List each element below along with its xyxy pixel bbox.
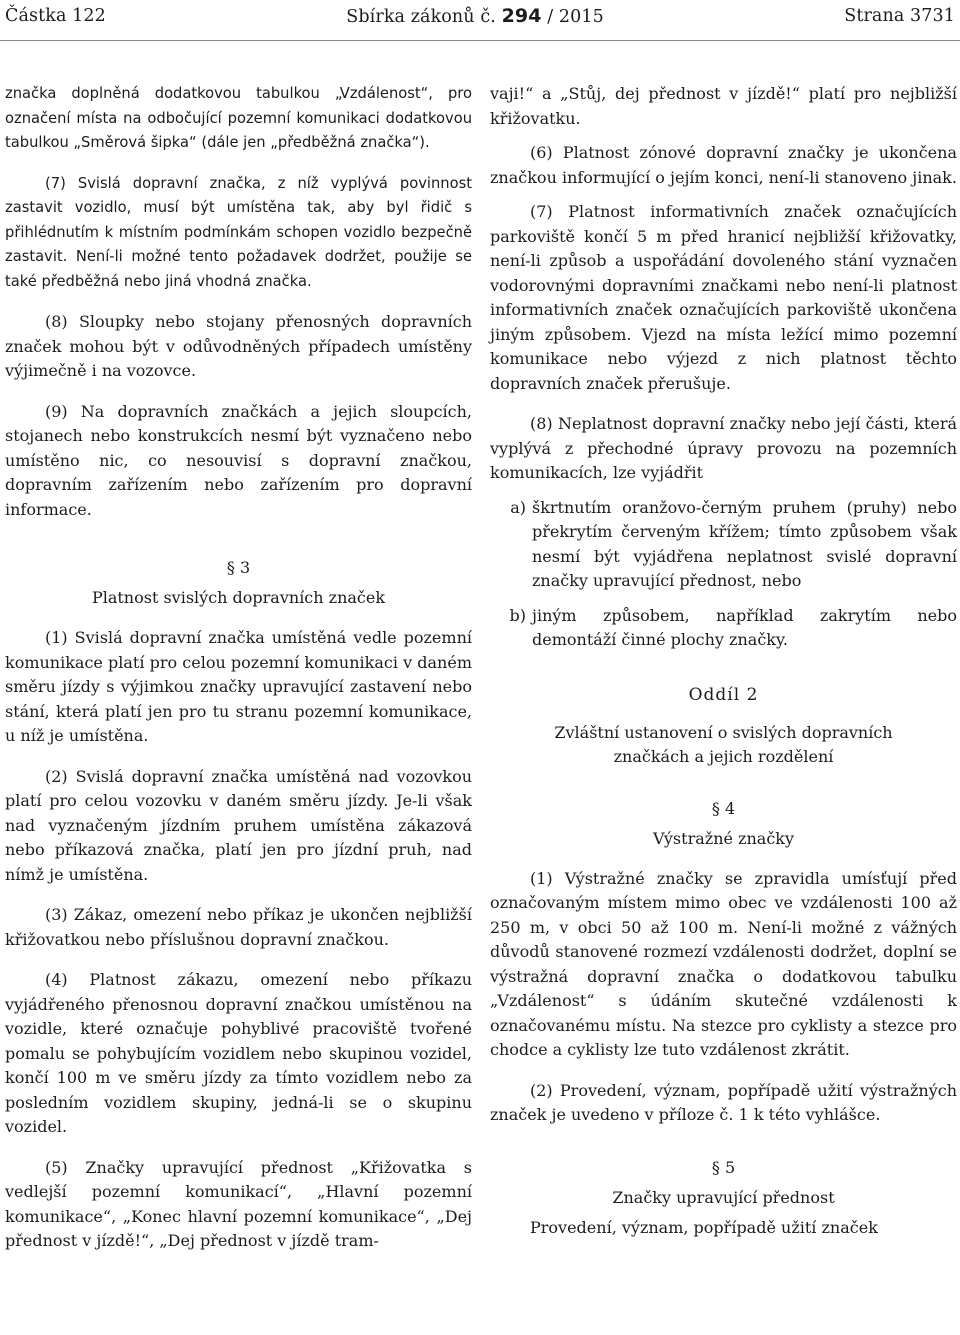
collection-year: / 2015 xyxy=(541,7,604,27)
part-heading: Oddíl 2 xyxy=(688,684,759,705)
section-3-title: Platnost svislých dopravních značek xyxy=(91,588,386,607)
page-number: Strana 3731 xyxy=(844,6,955,26)
section-5-paragraph-1: Provedení, význam, popřípadě užití značek xyxy=(530,1217,878,1237)
section-5-number: § 5 xyxy=(711,1157,736,1177)
list-item-b xyxy=(490,604,957,653)
section-4-number: § 4 xyxy=(711,798,736,818)
section-4-paragraph-2: (2) Provedení, význam, popřípadě užití výstražných značek je uvedeno v příloze č. 1 k této vyhlášce. xyxy=(490,1080,957,1124)
part-number: Částka 122 xyxy=(5,6,106,26)
paragraph-intro: značka doplněná dodatkovou tabulkou „Vzdálenost“, pro označení místa na odbočující pozemní komunikaci dodatkovou tabulkou „Směrová šipka“ (dále jen „předběžná značka“). xyxy=(5,85,472,151)
right-column xyxy=(490,82,957,1240)
paragraph-8: (8) Sloupky nebo stojany přenosných dopravních značek mohou být v odůvodněných případech umístěny výjimečně i na vozovce. xyxy=(5,312,472,380)
section-3-paragraph-2: (2) Svislá dopravní značka umístěná nad vozovkou platí pro celou vozovku v daném směru jízdy. Je-li však nad vyznačeným jízdním pruhem umístěna zákazová nebo příkazová značka, platí jen pro jízdní pruh, nad nímž je umístěna. xyxy=(5,766,472,884)
list-text-a: škrtnutím oranžovo-černým pruhem (pruhy) nebo překrytím červeným křížem; tímto způsobem však nesmí být vyjádřena neplatnost svislé dopravní značky upravující přednost, nebo xyxy=(532,497,957,590)
header-rule xyxy=(0,40,960,41)
list-text-b: jiným způsobem, například zakrytím nebo demontáží činné plochy značky. xyxy=(532,605,957,649)
section-3-paragraph-5: (5) Značky upravující přednost „Křižovatka s vedlejší pozemní komunikací“, „Hlavní pozemní komunikace“, „Konec hlavní pozemní komunikace“, „Dej přednost v jízdě!“, „Dej přednost v jízdě tram- xyxy=(5,1157,472,1250)
paragraph-continued: vaji!“ a „Stůj, dej přednost v jízdě!“ platí pro nejbližší křižovatku. xyxy=(490,84,957,128)
section-3-paragraph-1: (1) Svislá dopravní značka umístěná vedle pozemní komunikace platí pro celou pozemní komunikaci v daném směru jízdy s výjimkou značky upravující zastavení nebo stání, která platí jen pro tu stranu pozemní komunikace, u níž je umístěna. xyxy=(5,628,472,745)
list-item-a xyxy=(490,496,957,594)
section-3-paragraph-3: (3) Zákaz, omezení nebo příkaz je ukončen nejbližší křižovatkou nebo příslušnou dopravní značkou. xyxy=(5,905,472,949)
section-3-number: § 3 xyxy=(226,558,251,577)
paragraph-7: (7) Svislá dopravní značka, z níž vyplývá povinnost zastavit vozidlo, musí být umístěna tak, aby byl řidič s přihlédnutím k místním podmínkám schopen vozidlo bezpečně zastavit. Není-li možné tento požadavek dodržet, použije se také předběžná nebo jiná vhodná značka. xyxy=(5,174,472,290)
paragraph-9: (9) Na dopravních značkách a jejich sloupcích, stojanech nebo konstrukcích nesmí být vyznačeno nebo umístěno nic, co nesouvisí s dopravní značkou, dopravním zařízením nebo zařízením pro dopravní informace. xyxy=(5,401,472,519)
section-3-paragraph-4: (4) Platnost zákazu, omezení nebo příkazu vyjádřeného přenosnou dopravní značkou umístěnou na vozidle, které označuje pohyblivé pracoviště tvořené pomalu se pohybujícím vozidlem nebo skupinou vozidel, končí 100 m ve směru jízdy za tímto vozidlem nebo za posledním vozidlem skupiny, jedná-li se o skupinu vozidel. xyxy=(5,970,472,1136)
list-label-b: b) xyxy=(509,605,526,625)
paragraph-8-right: (8) Neplatnost dopravní značky nebo její části, která vyplývá z přechodné úpravy provozu na pozemních komunikacích, lze vyjádřit xyxy=(490,414,957,482)
section-4-paragraph-1: (1) Výstražné značky se zpravidla umísťují před označovaným místem mimo obec ve vzdálenosti 100 až 250 m, v obci 50 až 100 m. Není-li možné z vážných důvodů stanovené rozmezí vzdálenosti dodržet, doplní se výstražná dopravní značka o dodatkovou tabulku „Vzdálenost“ s údáním skutečné vzdálenosti k označovanému místu. Na stezce pro cyklisty a stezce pro chodce a cyklisty lze tuto vzdálenost zkrátit. xyxy=(490,868,957,1059)
paragraph-6: (6) Platnost zónové dopravní značky je ukončena značkou informující o jejím konci, není-li stanoveno jinak. xyxy=(490,143,957,187)
collection-prefix: Sbírka zákonů č. xyxy=(346,7,496,27)
section-4-title: Výstražné značky xyxy=(652,828,795,848)
part-title: Zvláštní ustanovení o svislých dopravních značkách a jejich rozdělení xyxy=(554,722,893,766)
collection-number: 294 xyxy=(501,5,542,27)
paragraph-7-right: (7) Platnost informativních značek označujících parkoviště končí 5 m před hranicí nejbližší křižovatky, není-li způsob a uspořádání dovoleného stání vyznačen vodorovnými dopravními značkami nebo není-li platnost informativních značek označujících parkoviště ukončena jiným způsobem. Vjezd na místa ležící mimo pozemní komunikace nebo výjezd z nich platnost těchto dopravních značek přerušuje. xyxy=(490,202,957,393)
list-label-a: a) xyxy=(510,497,526,517)
section-5-title: Značky upravující přednost xyxy=(612,1187,835,1207)
collection-reference xyxy=(346,5,604,27)
page-header xyxy=(5,4,955,28)
left-column xyxy=(5,82,472,1254)
